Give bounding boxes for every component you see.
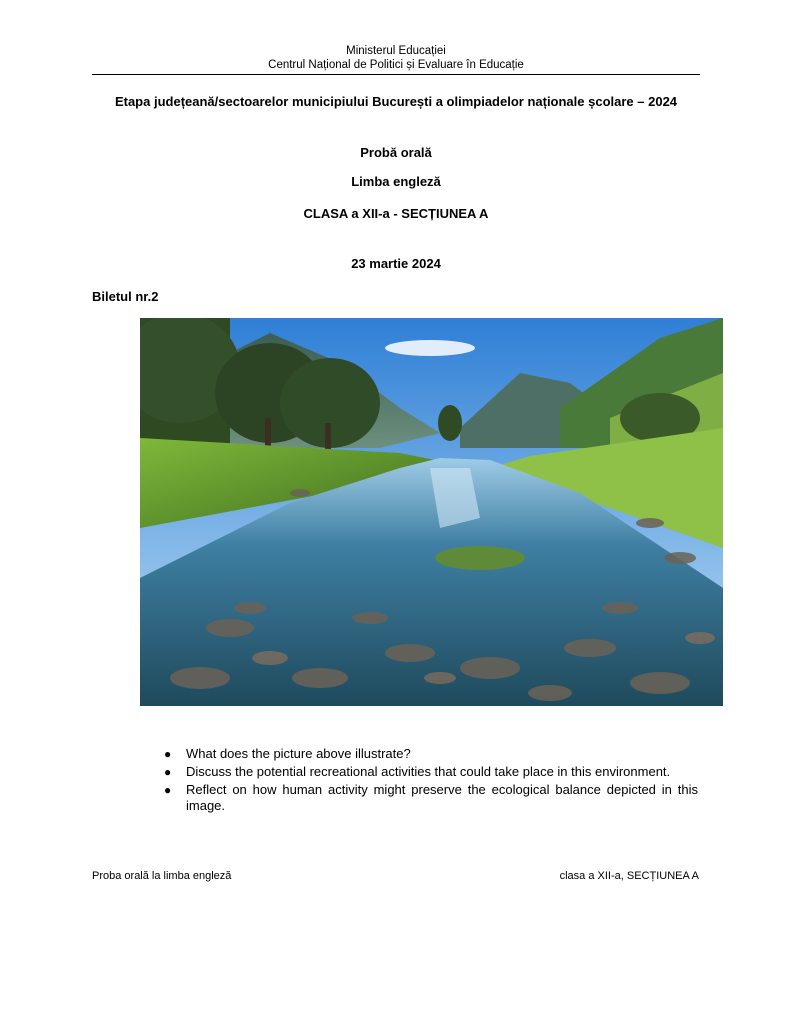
footer-exam-label: Proba orală la limba engleză bbox=[92, 870, 232, 882]
question-text: Reflect on how human activity might preserve the ecological balance depicted in this image. bbox=[186, 782, 698, 813]
list-item bbox=[164, 764, 698, 780]
question-text: Discuss the potential recreational activities that could take place in this environment. bbox=[186, 764, 671, 779]
question-text: What does the picture above illustrate? bbox=[186, 746, 411, 761]
ticket-number: Biletul nr.2 bbox=[92, 289, 159, 304]
exam-type: Probă orală bbox=[360, 145, 432, 160]
river-landscape-photo bbox=[140, 318, 723, 706]
list-item bbox=[164, 746, 698, 762]
subject: Limba engleză bbox=[351, 174, 441, 189]
olympiad-title: Etapa județeană/sectoarelor municipiului București a olimpiadelor naționale școlare – 2024 bbox=[114, 94, 678, 109]
center-name: Centrul Național de Politici și Evaluare în Educație bbox=[268, 59, 524, 71]
class-section: CLASA a XII-a - SECȚIUNEA A bbox=[303, 206, 489, 221]
bullet-icon: ● bbox=[164, 783, 172, 797]
header bbox=[92, 44, 700, 72]
ministry-name: Ministerul Educației bbox=[346, 45, 446, 57]
footer-class-label: clasa a XII-a, SECȚIUNEA A bbox=[559, 870, 699, 882]
header-divider bbox=[92, 74, 700, 75]
bullet-icon: ● bbox=[164, 765, 172, 779]
list-item bbox=[164, 782, 698, 814]
question-list bbox=[164, 746, 698, 816]
bullet-icon: ● bbox=[164, 747, 172, 761]
exam-date: 23 martie 2024 bbox=[351, 256, 441, 271]
